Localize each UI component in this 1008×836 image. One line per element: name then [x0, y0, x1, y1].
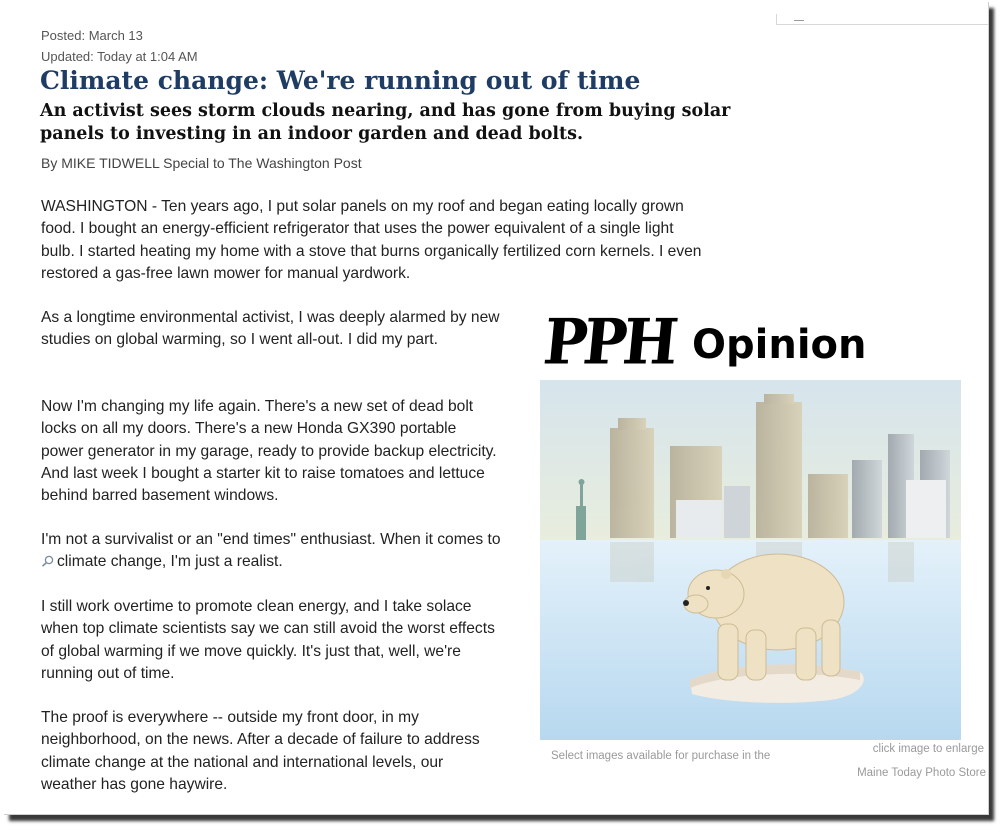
paragraph-4-lead: I'm not a survivalist or an "end times" enthusiast. When it comes to	[41, 531, 501, 548]
article-deck: An activist sees storm clouds nearing, and has gone from buying solar panels to investing in an indoor garden and dead bolts.	[40, 101, 731, 144]
click-to-enlarge-link[interactable]: click image to enlarge	[872, 743, 984, 755]
updated-date: Updated: Today at 1:04 AM	[41, 49, 198, 64]
paragraph-4-tail: , I'm just a realist.	[161, 553, 283, 571]
climate-change-link-label: climate change	[57, 553, 162, 571]
paragraph-4	[41, 529, 501, 574]
paragraph-2: As a longtime environmental activist, I was deeply alarmed by new studies on global warming, so I went all-out. I did my part.	[41, 309, 500, 349]
photo-store-link[interactable]: Maine Today Photo Store	[857, 767, 986, 779]
magnifier-icon	[41, 555, 55, 567]
byline: By MIKE TIDWELL Special to The Washington Post	[41, 155, 362, 171]
pph-logo-mark: PPH	[540, 305, 678, 379]
top-divider-dash	[794, 20, 804, 21]
bear-nose	[683, 600, 689, 606]
paragraph-1: WASHINGTON - Ten years ago, I put solar panels on my roof and began eating locally grown food. I bought an energy-efficient refrigerator that uses the power equivalent of a single light bulb. I started heating my home with a stove that burns organically fertilized corn kernels. I even restored a gas-free lawn mower for manual yardwork.	[41, 198, 702, 282]
paragraph-3: Now I'm changing my life again. There's a new set of dead bolt locks on all my doors. There's a new Honda GX390 portable power generator in my garage, ready to provide backup electricity. And last week I bought a starter kit to raise tomatoes and lettuce behind barred basement windows.	[41, 398, 497, 505]
top-divider	[776, 24, 989, 25]
image-caption: Select images available for purchase in the	[551, 750, 771, 762]
opinion-logo-word: Opinion	[692, 322, 867, 368]
posted-date: Posted: March 13	[41, 28, 143, 43]
bear-eye	[706, 586, 710, 590]
climate-change-topic-link[interactable]	[41, 553, 162, 570]
top-divider-tab	[776, 14, 777, 25]
paragraph-5: I still work overtime to promote clean energy, and I take solace when top climate scientists say we can still avoid the worst effects of global warming if we move quickly. It's just that, well, we're running out of time.	[41, 598, 495, 682]
bear-ear	[721, 569, 731, 579]
paragraph-6: The proof is everywhere -- outside my front door, in my neighborhood, on the news. After a decade of failure to address climate change at the national and international levels, our weather has gone haywire.	[41, 709, 480, 793]
polar-bear-city-illustration[interactable]	[540, 380, 961, 740]
article-title: Climate change: We're running out of time	[40, 66, 641, 95]
